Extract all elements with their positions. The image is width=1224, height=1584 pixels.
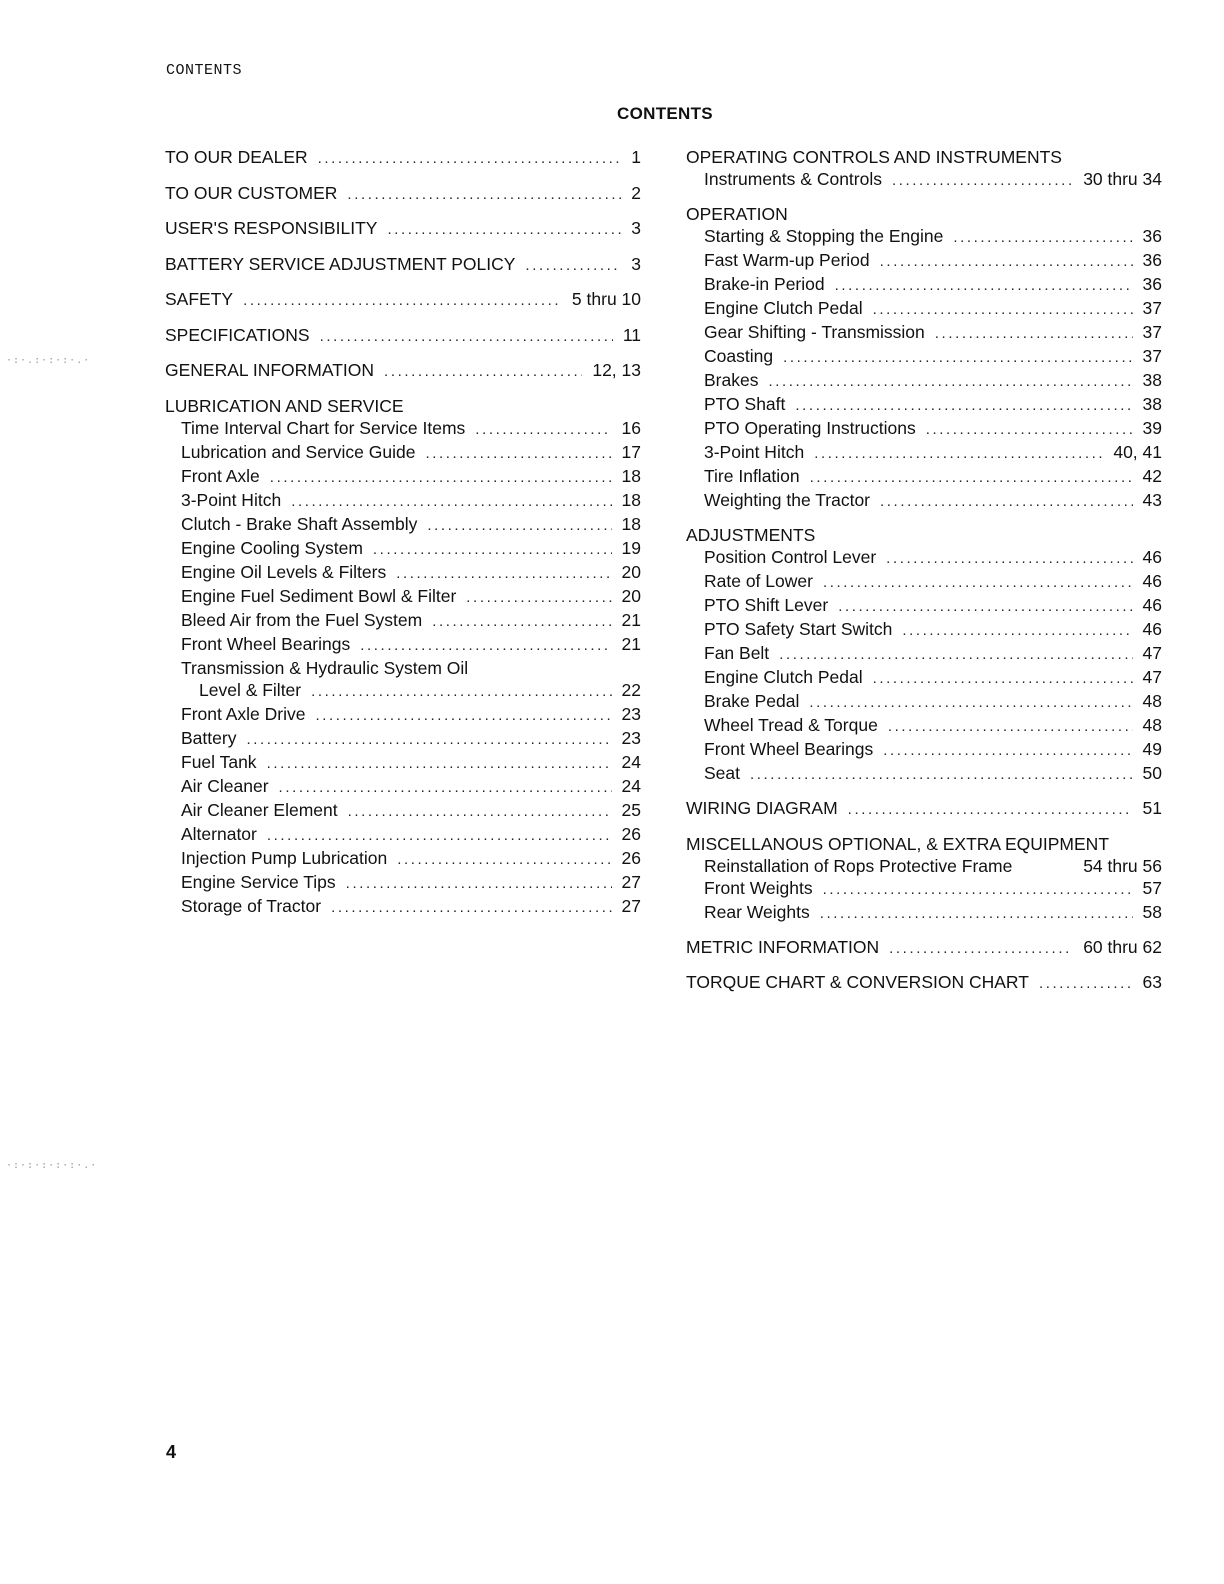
toc-entry-label: BATTERY SERVICE ADJUSTMENT POLICY [165,253,516,274]
dot-leader [935,323,1133,345]
toc-entry-label: Starting & Stopping the Engine [704,226,944,246]
toc-entry [165,537,641,561]
toc-entry-label: Front Weights [704,877,813,898]
toc-entry-page: 46 [1142,619,1162,639]
toc-entry [165,465,641,489]
toc-section [686,203,1162,513]
dot-leader [835,275,1133,297]
toc-entry [165,288,641,312]
toc-entry-page: 21 [621,633,641,654]
toc-entry-label: Reinstallation of Rops Protective Frame [704,855,1013,876]
toc-entry-label: Tire Inflation [704,466,800,486]
toc-entry-page: 42 [1142,466,1162,486]
toc-entry-page: 48 [1142,691,1162,711]
toc-entry-label: Coasting [704,346,774,366]
dot-leader [318,148,622,170]
toc-entry-label: Engine Cooling System [181,537,363,558]
toc-entry [686,273,1162,297]
toc-entry [165,441,641,465]
toc-entry-label: Front Wheel Bearings [704,739,874,759]
toc-entry [686,690,1162,714]
dot-leader [902,620,1132,642]
toc-entry-label: PTO Shaft [704,394,786,414]
dot-leader [331,897,611,919]
toc-entry-page: 27 [621,895,641,916]
toc-entry [165,727,641,751]
toc-entry-page: 36 [1142,274,1162,294]
toc-entry-label: Lubrication and Service Guide [181,441,416,462]
toc-entry [686,738,1162,762]
toc-entry [686,714,1162,738]
toc-entry-label: Instruments & Controls [704,169,882,189]
toc-entry-page: 36 [1142,250,1162,270]
toc-entry [165,561,641,585]
toc-entry [165,657,641,679]
toc-entry [165,847,641,871]
toc-entry-label: Engine Oil Levels & Filters [181,561,387,582]
dot-leader [823,572,1133,594]
toc-entry [686,618,1162,642]
toc-entry-page: 26 [621,847,641,868]
toc-entry-page: 24 [621,775,641,796]
dot-leader [1039,973,1133,995]
dot-leader [953,227,1132,249]
toc-entry-page: 27 [621,871,641,892]
toc-entry-page: 18 [621,465,641,486]
dot-leader [315,705,611,727]
toc-right-column [686,146,1162,1007]
toc-entry-label: Rear Weights [704,901,810,922]
toc-entry-label: Rate of Lower [704,571,813,591]
toc-entry-label: GENERAL INFORMATION [165,360,375,380]
toc-entry-page: 38 [1142,394,1162,414]
dot-leader [425,443,611,465]
toc-entry-label: Alternator [181,823,257,844]
toc-entry-label: TO OUR CUSTOMER [165,182,338,203]
toc-section-heading: OPERATION [686,204,788,224]
toc-entry-label: TO OUR DEALER [165,147,308,167]
dot-leader [373,539,612,561]
dot-leader [432,611,611,633]
dot-leader [883,740,1132,762]
toc-entry-label: Time Interval Chart for Service Items [181,417,466,438]
toc-entry [686,369,1162,393]
dot-leader [880,251,1133,273]
toc-entry [686,297,1162,321]
toc-entry [686,168,1162,192]
toc-entry [165,751,641,775]
dot-leader [384,361,582,383]
toc-section-heading: MISCELLANOUS OPTIONAL, & EXTRA EQUIPMENT [686,833,1110,854]
toc-entry [165,146,641,170]
dot-leader [346,873,612,895]
dot-leader [888,716,1133,738]
toc-entry [686,877,1162,901]
toc-entry-label: Weighting the Tractor [704,490,871,510]
scan-artifact: ·:·.:·:·:·.· [6,355,91,366]
toc-entry-page: 40, 41 [1113,442,1162,462]
toc-left-column [165,146,641,930]
toc-entry-label: Fast Warm-up Period [704,250,870,270]
dot-leader [820,903,1133,925]
toc-entry-page: 37 [1142,298,1162,318]
toc-entry-label: Battery [181,727,237,748]
toc-entry [165,324,641,348]
toc-entry [165,489,641,513]
toc-entry-page: 46 [1142,595,1162,615]
toc-entry-page: 23 [621,703,641,724]
dot-leader [267,753,612,775]
dot-leader [926,419,1133,441]
toc-entry [686,465,1162,489]
dot-leader [750,764,1133,786]
toc-section [686,833,1162,925]
toc-entry-page: 11 [622,324,641,345]
toc-entry-page: 16 [621,417,641,438]
toc-entry [686,417,1162,441]
toc-entry-page: 46 [1142,571,1162,591]
dot-leader [347,184,621,206]
toc-entry-label: Engine Service Tips [181,871,336,892]
toc-entry-page: 36 [1142,226,1162,246]
toc-entry [686,393,1162,417]
toc-entry-label: USER'S RESPONSIBILITY [165,218,378,238]
toc-entry-label: Fan Belt [704,643,770,663]
toc-entry-page: 51 [1142,798,1162,818]
toc-entry-page: 50 [1142,763,1162,783]
toc-entry-page: 23 [621,727,641,748]
toc-entry [165,585,641,609]
dot-leader [387,219,621,241]
toc-entry-label: Seat [704,763,740,783]
toc-entry-page: 2 [631,182,641,203]
dot-leader [525,255,621,277]
toc-entry [165,799,641,823]
toc-entry [165,609,641,633]
dot-leader [291,491,611,513]
toc-entry [165,633,641,657]
toc-entry-page: 37 [1142,322,1162,342]
dot-leader [246,729,611,751]
toc-entry-label: Air Cleaner [181,775,269,796]
toc-entry-page: 30 thru 34 [1083,169,1162,189]
toc-entry [686,441,1162,465]
toc-entry-page: 54 thru 56 [1083,855,1162,876]
toc-entry-page: 49 [1142,739,1162,759]
toc-entry-page: 18 [621,489,641,510]
toc-entry-label: Engine Fuel Sediment Bowl & Filter [181,585,457,606]
toc-entry-page: 47 [1142,643,1162,663]
toc-section-heading: LUBRICATION AND SERVICE [165,395,404,416]
dot-leader [348,801,612,823]
dot-leader [768,371,1132,393]
toc-entry-page: 1 [631,147,641,167]
toc-entry-label: Air Cleaner Element [181,799,338,820]
toc-section-heading: OPERATING CONTROLS AND INSTRUMENTS [686,147,1062,167]
toc-entry [686,762,1162,786]
toc-entry-label: Engine Clutch Pedal [704,298,863,318]
toc-entry-label: 3-Point Hitch [181,489,282,510]
toc-entry-page: 37 [1142,346,1162,366]
dot-leader [892,170,1073,192]
dot-leader [279,777,612,799]
toc-entry [165,703,641,727]
toc-entry [686,797,1162,821]
toc-entry-page: 3 [631,218,641,238]
toc-entry [686,936,1162,960]
toc-entry-page: 5 thru 10 [571,289,641,309]
dot-leader [267,825,612,847]
dot-leader [779,644,1132,666]
toc-entry-label: TORQUE CHART & CONVERSION CHART [686,972,1029,992]
dot-leader [889,938,1073,960]
toc-entry-label: PTO Operating Instructions [704,418,916,438]
toc-entry [165,417,641,441]
dot-leader [795,395,1132,417]
toc-entry-page: 18 [621,513,641,534]
toc-section-heading: ADJUSTMENTS [686,525,816,545]
toc-entry-page: 39 [1142,418,1162,438]
toc-entry [165,823,641,847]
dot-leader [466,587,611,609]
page-title: CONTENTS [617,104,713,123]
toc-entry-label: Brake-in Period [704,274,825,294]
toc-entry [686,666,1162,690]
toc-entry [686,901,1162,925]
toc-entry-label: PTO Shift Lever [704,595,829,615]
dot-leader [320,326,613,348]
toc-entry-page: 21 [621,609,641,630]
dot-leader [838,596,1132,618]
dot-leader [311,681,611,703]
toc-entry [686,594,1162,618]
toc-entry [165,359,641,383]
dot-leader [475,419,611,441]
toc-entry-page: 19 [621,537,641,558]
toc-entry [686,345,1162,369]
toc-entry-page: 17 [621,441,641,462]
dot-leader [397,849,611,871]
toc-entry [686,249,1162,273]
toc-entry-label: Front Axle Drive [181,703,306,724]
toc-entry [686,225,1162,249]
dot-leader [810,467,1133,489]
toc-section [165,395,641,919]
toc-entry-page: 63 [1142,972,1162,992]
toc-entry [686,546,1162,570]
toc-section [686,146,1162,192]
toc-entry-label: Transmission & Hydraulic System Oil [181,657,469,678]
toc-entry-label: Brake Pedal [704,691,800,711]
toc-entry-page: 57 [1142,877,1162,898]
dot-leader [814,443,1103,465]
toc-entry-page: 25 [621,799,641,820]
toc-entry-label: Front Axle [181,465,260,486]
toc-entry-page: 43 [1142,490,1162,510]
dot-leader [396,563,611,585]
dot-leader [873,668,1133,690]
dot-leader [270,467,612,489]
toc-section [686,524,1162,786]
running-head: CONTENTS [166,62,243,79]
dot-leader [360,635,611,657]
toc-entry-page: 20 [621,561,641,582]
toc-entry [165,217,641,241]
scan-artifact: ·:·:·:·:·:·.· [6,1160,98,1171]
toc-entry-label: Front Wheel Bearings [181,633,351,654]
toc-entry-label: Engine Clutch Pedal [704,667,863,687]
dot-leader [886,548,1132,570]
toc-entry-label: Gear Shifting - Transmission [704,322,925,342]
toc-entry [165,775,641,799]
toc-entry [165,871,641,895]
toc-entry [686,489,1162,513]
toc-entry-label: Fuel Tank [181,751,257,772]
toc-entry [165,895,641,919]
toc-entry-label: METRIC INFORMATION [686,936,880,957]
page-number: 4 [166,1442,177,1462]
toc-entry [686,321,1162,345]
toc-entry-label: Wheel Tread & Torque [704,715,878,735]
toc-entry-label: Position Control Lever [704,547,877,567]
toc-entry-label: WIRING DIAGRAM [686,798,838,818]
dot-leader [880,491,1133,513]
toc-entry-label: Clutch - Brake Shaft Assembly [181,513,418,534]
toc-entry [165,182,641,206]
dot-leader [427,515,611,537]
toc-entry-page: 24 [621,751,641,772]
toc-entry-page: 58 [1142,901,1162,922]
toc-entry [686,971,1162,995]
toc-entry-page: 46 [1142,547,1162,567]
toc-entry-label: SAFETY [165,289,234,309]
toc-entry-label: Injection Pump Lubrication [181,847,388,868]
dot-leader [823,879,1133,901]
toc-entry [686,570,1162,594]
toc-entry-label: SPECIFICATIONS [165,324,310,345]
toc-entry-label: Brakes [704,370,759,390]
toc-entry-page: 20 [621,585,641,606]
dot-leader [848,799,1133,821]
toc-entry-page: 48 [1142,715,1162,735]
toc-entry-label: Level & Filter [199,679,302,700]
toc-entry-label: Storage of Tractor [181,895,322,916]
toc-entry-page: 38 [1142,370,1162,390]
toc-entry [686,855,1162,877]
toc-entry-page: 22 [621,679,641,700]
dot-leader [873,299,1133,321]
toc-entry [165,253,641,277]
toc-entry-page: 47 [1142,667,1162,687]
toc-entry-page: 3 [631,253,641,274]
toc-entry [165,679,641,703]
toc-entry-label: 3-Point Hitch [704,442,805,462]
toc-entry-label: Bleed Air from the Fuel System [181,609,423,630]
toc-entry-page: 12, 13 [592,360,641,380]
dot-leader [783,347,1132,369]
toc-entry [165,513,641,537]
toc-entry-page: 26 [621,823,641,844]
dot-leader [809,692,1132,714]
toc-entry [686,642,1162,666]
toc-entry-label: PTO Safety Start Switch [704,619,893,639]
toc-entry-page: 60 thru 62 [1083,936,1162,957]
dot-leader [243,290,562,312]
